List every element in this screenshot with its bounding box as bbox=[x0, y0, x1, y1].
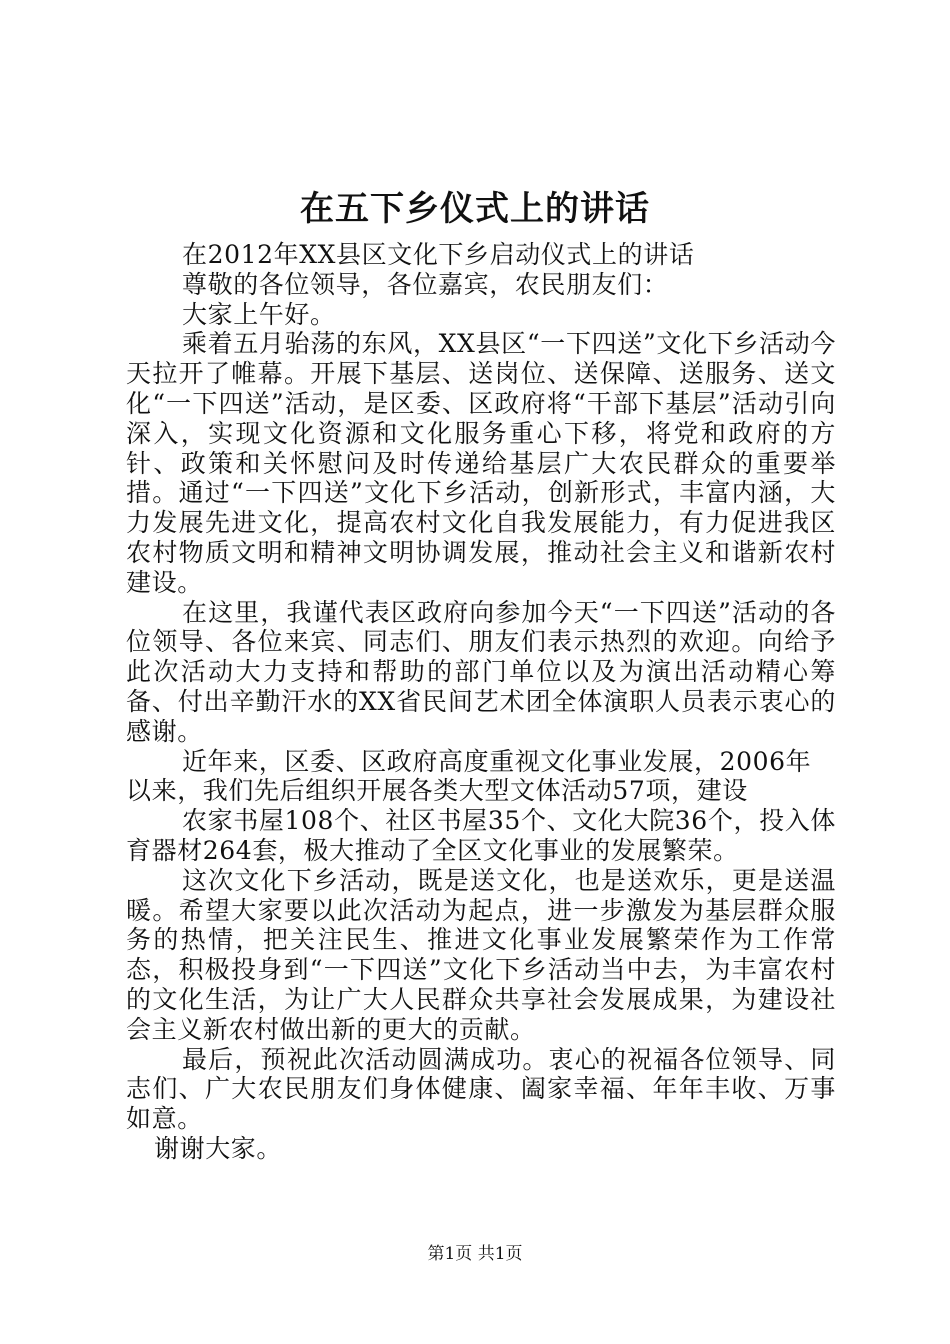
paragraph-welcome: 在这里，我谨代表区政府向参加今天“一下四送”活动的各位领导、各位来宾、同志们、朋友们表示热烈的欢迎。向给予此次活动大力支持和帮助的部门单位以及为演出活动精心筹备、付出辛勤汗水的XX省民间艺术团全体演职人员表示衷心的感谢。 bbox=[126, 597, 836, 746]
page-footer: 第1页 共1页 bbox=[427, 1244, 523, 1264]
paragraph-achievements: 近年来，区委、区政府高度重视文化事业发展，2006年以来，我们先后组织开展各类大型文体活动57项，建设 bbox=[126, 746, 812, 806]
paragraph-hopes: 这次文化下乡活动，既是送文化，也是送欢乐，更是送温暖。希望大家要以此次活动为起点，进一步激发为基层群众服务的热情，把关注民生、推进文化事业发展繁荣作为工作常态，积极投身到“一下四送”文化下乡活动当中去，为丰富农村的文化生活，为让广大人民群众共享社会发展成果，为建设社会主义新农村做出新的更大的贡献。 bbox=[126, 865, 836, 1044]
paragraph-subtitle: 在2012年XX县区文化下乡启动仪式上的讲话 bbox=[182, 240, 695, 269]
paragraph-closing-wishes: 最后，预祝此次活动圆满成功。衷心的祝福各位领导、同志们、广大农民朋友们身体健康、阖家幸福、年年丰收、万事如意。 bbox=[126, 1044, 836, 1134]
paragraph-thanks: 谢谢大家。 bbox=[154, 1133, 283, 1163]
paragraph-salutation: 尊敬的各位领导，各位嘉宾，农民朋友们： bbox=[182, 269, 669, 299]
paragraph-opening: 乘着五月骀荡的东风，XX县区“一下四送”文化下乡活动今天拉开了帷幕。开展下基层、送岗位、送保障、送服务、送文化“一下四送”活动，是区委、区政府将“干部下基层”活动引向深入，实现文化资源和文化服务重心下移，将党和政府的方针、政策和关怀慰问及时传递给基层广大农民群众的重要举措。通过“一下四送”文化下乡活动，创新形式，丰富内涵，大力发展先进文化，提高农村文化自我发展能力，有力促进我区农村物质文明和精神文明协调发展，推动社会主义和谐新农村建设。 bbox=[126, 329, 836, 597]
document-title: 在五下乡仪式上的讲话 bbox=[300, 189, 650, 229]
paragraph-achievements-continued: 农家书屋108个、社区书屋35个、文化大院36个，投入体育器材264套，极大推动了全区文化事业的发展繁荣。 bbox=[126, 806, 836, 865]
document-body bbox=[126, 240, 836, 1164]
paragraph-greeting: 大家上午好。 bbox=[182, 299, 336, 329]
